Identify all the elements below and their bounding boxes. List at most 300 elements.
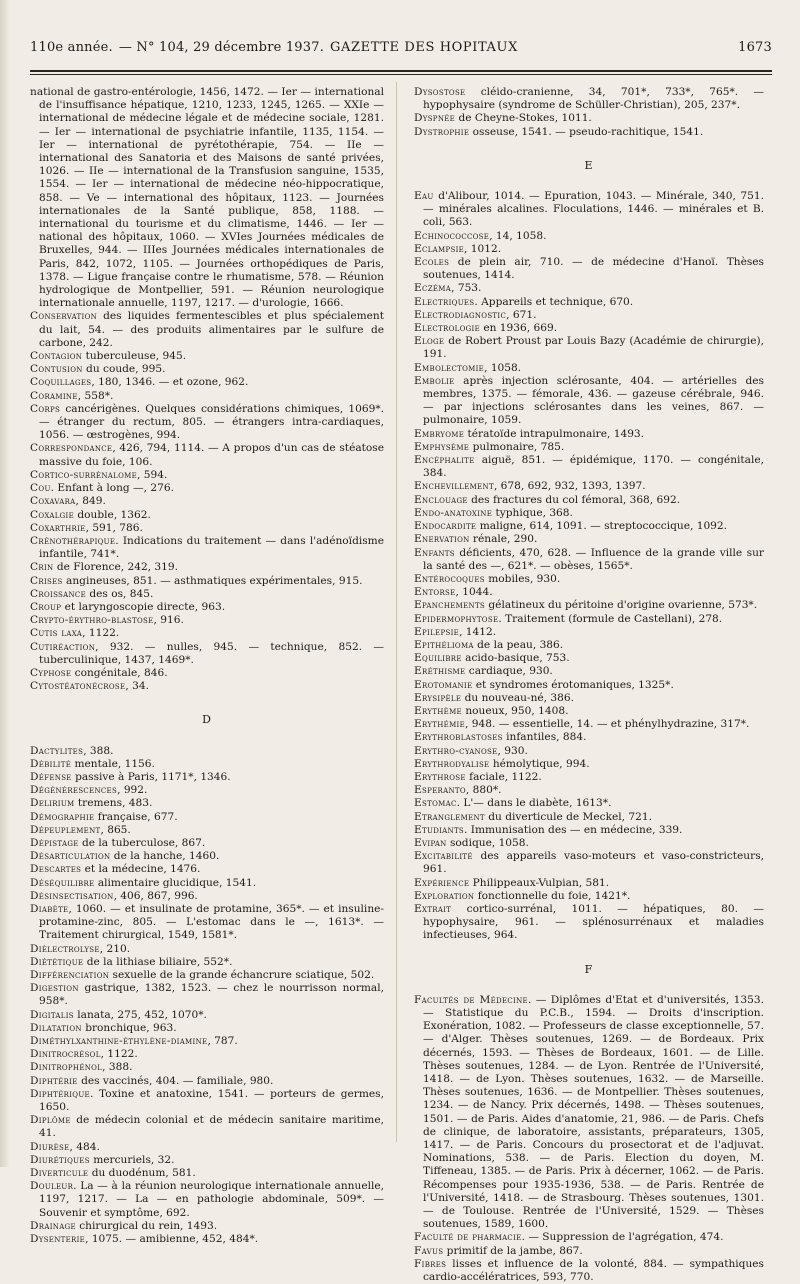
index-entry <box>30 667 384 680</box>
index-entry <box>30 1048 384 1061</box>
index-references: . La — à la réunion neurologique internationale annuelle, 1197, 1217. — La — en pathologie abdominale, 509*. — Souvenir et symptôme, 692. <box>39 1180 384 1219</box>
index-entry <box>414 190 764 230</box>
index-references: française, 677. <box>94 810 178 823</box>
index-keyword: Diurèse <box>30 1140 70 1153</box>
index-keyword: Electrologie <box>414 322 480 335</box>
index-entry <box>30 1009 384 1022</box>
index-keyword: Erythrodyalise <box>414 757 490 770</box>
index-references: fonctionnelle du foie, 1421*. <box>474 889 631 902</box>
index-references: noueux, 950, 1408. <box>461 704 569 717</box>
index-keyword: Diphtérique <box>30 1087 90 1100</box>
index-references: , 1044. <box>455 586 493 599</box>
index-references: , 1122. <box>82 627 120 640</box>
index-references: Philippeaux-Vulpian, 581. <box>469 876 610 889</box>
index-entry <box>414 586 764 599</box>
index-keyword: Coxavara <box>30 495 76 508</box>
index-keyword: Défense <box>30 770 72 783</box>
index-entry <box>30 956 384 969</box>
index-references: tremens, 483. <box>74 797 153 810</box>
index-references: , 406, 867, 996. <box>113 889 198 902</box>
left-entries-d <box>30 745 384 1247</box>
index-entry <box>30 442 384 468</box>
index-entry <box>414 679 764 692</box>
index-references: , 849. <box>75 495 106 508</box>
index-keyword: Dyspnée <box>414 112 456 125</box>
index-keyword: Conservation <box>30 310 98 323</box>
index-keyword: Crises <box>30 574 63 587</box>
index-references: des fractures du col fémoral, 368, 692. <box>467 493 681 506</box>
index-entry <box>414 877 764 890</box>
index-references: , 1012. <box>464 242 502 255</box>
index-entry <box>414 758 764 771</box>
index-entry <box>30 824 384 837</box>
volume-year: 110e année. <box>30 40 113 55</box>
index-entry <box>30 350 384 363</box>
index-keyword: Désinsectisation <box>30 889 114 902</box>
index-keyword: Coxalgie <box>30 508 75 521</box>
index-keyword: Epidermophytose <box>414 612 499 625</box>
index-keyword: Facultés de Médecine <box>414 993 528 1006</box>
index-references: . — Suppression de l'agrégation, 474. <box>521 1231 724 1244</box>
index-keyword: Diplôme <box>30 1114 71 1127</box>
index-references: , 14, 1058. <box>489 229 547 242</box>
section-letter-f: F <box>584 962 594 976</box>
index-entry <box>414 731 764 744</box>
index-references: acido-basique, 753. <box>461 652 570 665</box>
index-references: , 671. <box>506 308 537 321</box>
right-entries-top <box>414 86 764 139</box>
index-entry <box>30 363 384 376</box>
index-entry <box>414 296 764 309</box>
index-references: , 34. <box>125 680 149 693</box>
index-references: double, 1362. <box>74 508 151 521</box>
index-entry <box>414 652 764 665</box>
index-keyword: Contagion <box>30 350 83 363</box>
index-references: lanata, 275, 452, 1070*. <box>73 1008 207 1021</box>
index-references: de Cheyne-Stokes, 1011. <box>455 112 592 125</box>
index-keyword: Epilepsie <box>414 625 460 638</box>
index-keyword: Cortico-surrénalome <box>30 468 137 481</box>
index-entry <box>30 943 384 956</box>
index-entry <box>30 1035 384 1048</box>
index-entry <box>414 837 764 850</box>
index-entry <box>414 309 764 322</box>
index-references: alimentaire glucidique, 1541. <box>94 876 257 889</box>
index-entry <box>414 613 764 626</box>
index-entry <box>414 903 764 943</box>
index-references: et laryngoscopie directe, 963. <box>61 600 226 613</box>
index-entry <box>30 561 384 574</box>
index-keyword: Cytostéatonécrose <box>30 680 126 693</box>
index-keyword: Diététique <box>30 955 84 968</box>
index-entry <box>414 256 764 282</box>
index-entry <box>30 890 384 903</box>
index-references: primitif de la jambe, 867. <box>443 1244 583 1257</box>
index-keyword: Douleur <box>30 1180 74 1193</box>
index-keyword: Dystrophie <box>414 125 470 138</box>
index-keyword: Croissance <box>30 587 86 600</box>
index-references: , 992. <box>117 784 148 797</box>
index-entry <box>414 1258 764 1284</box>
index-references: mentale, 1156. <box>71 757 155 770</box>
index-entry <box>30 1141 384 1154</box>
index-references: , 591, 786. <box>85 521 143 534</box>
index-keyword: Fibres <box>414 1257 447 1270</box>
index-references: passive à Paris, 1171*, 1346. <box>71 770 231 783</box>
index-references: sexuelle de la grande échancrure sciatique, 502. <box>109 969 375 981</box>
index-entry <box>30 1180 384 1220</box>
index-entry <box>30 390 384 403</box>
index-entry <box>30 680 384 693</box>
index-entry <box>414 428 764 441</box>
index-entry <box>414 375 764 428</box>
index-keyword: Dilatation <box>30 1021 82 1034</box>
index-references: de la peau, 386. <box>473 638 564 651</box>
right-column <box>414 86 764 1284</box>
index-keyword: Etranglement <box>414 810 485 823</box>
index-keyword: Enervation <box>414 533 470 546</box>
index-keyword: Correspondance <box>30 442 113 455</box>
index-keyword: Corps <box>30 402 61 415</box>
index-keyword: Erythro-cyanose <box>414 744 498 757</box>
index-references: , 1075. — amibienne, 452, 484*. <box>85 1233 259 1246</box>
index-entry <box>414 994 764 1232</box>
index-references: de Robert Proust par Louis Bazy (Académie de chirurgie), 191. <box>423 335 764 361</box>
section-letter-e: E <box>584 158 594 172</box>
index-keyword: Endocardite <box>414 520 477 533</box>
index-keyword: Embolie <box>414 374 455 387</box>
index-references: rénale, 290. <box>469 533 538 546</box>
index-references: du coude, 995. <box>82 363 166 376</box>
index-keyword: Coxarthrie <box>30 521 86 534</box>
index-keyword: Ecoles <box>414 256 450 269</box>
index-references: aiguë, 851. — épidémique, 1170. — congénitale, 384. <box>423 454 764 480</box>
index-keyword: Démographie <box>30 810 95 823</box>
index-entry <box>414 547 764 573</box>
index-entry <box>30 863 384 876</box>
index-references: , 916. <box>153 614 184 627</box>
index-references: tératoïde intrapulmonaire, 1493. <box>464 427 645 440</box>
index-entry <box>30 601 384 614</box>
index-keyword: Crypto-érythro-blastose <box>30 614 154 627</box>
index-entry <box>414 86 764 112</box>
index-keyword: Eczéma <box>414 282 452 295</box>
index-entry <box>30 811 384 824</box>
index-references: , 930. <box>497 744 528 757</box>
right-entries-f <box>414 994 764 1284</box>
index-keyword: Erythroblastoses <box>414 731 503 744</box>
index-entry <box>30 376 384 389</box>
header-rule-thick <box>30 70 772 72</box>
index-references: du diverticule de Meckel, 721. <box>484 810 652 823</box>
index-entry <box>30 575 384 588</box>
index-keyword: Dysenterie <box>30 1233 86 1246</box>
index-entry <box>414 718 764 731</box>
index-references: congénitale, 846. <box>71 666 168 679</box>
index-keyword: Diméthylxanthine-éthylène-diamine <box>30 1035 208 1048</box>
index-references: de plein air, 710. — de médecine d'Hanoï. Thèses soutenues, 1414. <box>423 256 764 282</box>
index-entry <box>414 797 764 810</box>
index-keyword: Erysipèle <box>414 691 462 704</box>
index-keyword: Echinococcose <box>414 229 490 242</box>
index-keyword: Erythrose <box>414 770 466 783</box>
index-entry <box>414 494 764 507</box>
index-references: , 865. <box>100 823 131 836</box>
index-references: du duodénum, 581. <box>88 1167 196 1180</box>
index-references: infantiles, 884. <box>502 731 587 744</box>
index-entry <box>30 877 384 890</box>
index-keyword: Evipan <box>414 836 447 849</box>
index-references: maligne, 614, 1091. — streptococcique, 1092. <box>476 520 728 533</box>
index-entry <box>30 403 384 443</box>
index-entry <box>30 469 384 482</box>
index-entry <box>414 480 764 493</box>
index-references: de la tuberculose, 867. <box>78 836 206 849</box>
index-keyword: Eclampsie <box>414 242 465 255</box>
index-entry <box>414 520 764 533</box>
index-entry <box>30 771 384 784</box>
index-references: . Immunisation des — en médecine, 339. <box>464 823 683 836</box>
index-references: osseuse, 1541. — pseudo-rachitique, 1541. <box>469 125 704 138</box>
index-keyword: Coramine <box>30 389 78 402</box>
index-references: de médecin colonial et de médecin sanitaire maritime, 41. <box>39 1114 384 1140</box>
index-keyword: Eréthisme <box>414 665 466 678</box>
index-references: , 180, 1346. — et ozone, 962. <box>91 376 249 389</box>
index-keyword: Enchevillement <box>414 480 494 493</box>
index-entry <box>414 745 764 758</box>
index-keyword: Cyphose <box>30 666 72 679</box>
index-keyword: Dépistage <box>30 836 79 849</box>
header-rule-thin <box>30 74 772 75</box>
index-references: de Florence, 242, 319. <box>53 561 179 574</box>
index-entry <box>30 1220 384 1233</box>
left-entries-top <box>30 86 384 693</box>
index-keyword: Faculté de pharmacie <box>414 1231 522 1244</box>
index-references: des vaccinés, 404. — familiale, 980. <box>77 1074 274 1087</box>
index-entry <box>414 243 764 256</box>
index-references: . Enfant à long —, 276. <box>50 482 174 495</box>
index-references: , 753. <box>451 282 482 295</box>
index-keyword: Dinitrophénol <box>30 1061 103 1074</box>
index-entry <box>30 310 384 350</box>
index-references: faciale, 1122. <box>465 770 542 783</box>
index-keyword: Dysostose <box>414 86 466 98</box>
index-entry <box>30 1114 384 1140</box>
index-references: pulmonaire, 785. <box>469 440 565 453</box>
index-keyword: Enclouage <box>414 493 468 506</box>
index-entry <box>30 784 384 797</box>
index-entry <box>414 705 764 718</box>
index-keyword: Esperanto <box>414 784 466 797</box>
index-references: déficients, 470, 628. — Influence de la grande ville sur la santé des —, 621*. — obèses, 1565*. <box>423 546 764 572</box>
index-keyword: Diabète <box>30 902 69 915</box>
index-entry <box>30 758 384 771</box>
index-keyword: Désarticulation <box>30 850 111 863</box>
index-entry <box>30 614 384 627</box>
index-references: , 1060. — et insulinate de protamine, 365*. — et insuline-protamine-zinc, 805. — L'estomac dans le —, 1613*. — Traitement chirurgical, 1549, 1581*. <box>39 902 384 942</box>
index-references: , 880*. <box>465 784 502 797</box>
index-entry <box>414 771 764 784</box>
index-entry <box>30 1075 384 1088</box>
index-keyword: Coquillages <box>30 376 92 389</box>
index-references: gélatineux du péritoine d'origine ovarienne, 573*. <box>485 599 758 612</box>
index-references: d'Alibour, 1014. — Epuration, 1043. — Minérale, 340, 751. — minérales alcalines. Floculations, 1446. — minérales et B. coli, 563. <box>423 190 764 229</box>
index-entry <box>30 482 384 495</box>
left-column <box>30 86 384 1246</box>
index-entry <box>30 495 384 508</box>
index-references: . Traitement (formule de Castellani), 278. <box>498 612 723 625</box>
index-references: , 426, 794, 1114. — A propos d'un cas de stéatose massive du foie, 106. <box>39 442 384 468</box>
page-header <box>30 40 772 70</box>
index-references: cléido-cranienne, 34, 701*, 733*, 765*. — hypophysaire (syndrome de Schüller-Christian), 205, 237*. <box>423 86 764 112</box>
index-references: chirurgical du rein, 1493. <box>75 1219 218 1232</box>
journal-title: GAZETTE DES HOPITAUX <box>330 40 518 55</box>
index-entry <box>414 507 764 520</box>
index-entry <box>414 692 764 705</box>
index-keyword: Enfants <box>414 546 455 559</box>
index-references: hémolytique, 994. <box>489 757 590 770</box>
index-entry <box>414 665 764 678</box>
index-keyword: Erotomanie <box>414 678 473 691</box>
index-keyword: Dactylites <box>30 744 84 757</box>
index-references: de la lithiase biliaire, 552*. <box>83 955 233 968</box>
index-entry <box>30 1061 384 1074</box>
index-entry <box>30 535 384 561</box>
index-references: . — Diplômes d'Etat et d'universités, 1353. — Statistique du P.C.B., 1594. — Droits d'inscription. Exonération, 1082. — Professeurs de classe exceptionnelle, 57. — d'Alger. Thèses soutenues, 1269. — de Bordeaux. Prix décernés, 1593. — Thèses de Bordeaux, 1601. — de Lille. Thèses soutenues, 1284. — de Lyon. Rentrée de l'Université, 1418. — de Lyon. Thèses soutenues, 1632. — de Marseille. Thèses soutenues, 1636. — de Montpellier. Thèses soutenues, 1234. — de Nancy. Prix décernés, 1498. — Thèses soutenues, 1501. — de Paris. Aides d'anatomie, 21, 986. — de Paris. Chefs de clinique, de laboratoire, assistants, préparateurs, 1305, 1417. — de Paris. Concours du prosectorat et de l'adjuvat. Nominations, 538. — de Paris. Election du doyen, M. Tiffeneau, 1385. — de Paris. Prix à décerner, 1062. — de Paris. Récompenses pour 1935-1936, 538. — de Paris. Rentrée de l'Université, 1418. — de Strasbourg. Thèses soutenues, 1301. — de Toulouse. Rentrée de l'Université, 1529. — Thèses soutenues, 1589, 1600. <box>423 993 764 1231</box>
index-references: , 787. <box>207 1035 238 1048</box>
index-keyword: Epithélioma <box>414 638 474 651</box>
index-entry <box>414 454 764 480</box>
index-keyword: Digestion <box>30 982 79 995</box>
index-keyword: Endo-anatoxine <box>414 506 493 519</box>
index-entry <box>414 112 764 125</box>
index-keyword: Digitalis <box>30 1008 74 1021</box>
index-references: et syndromes érotomaniques, 1325*. <box>472 678 674 691</box>
index-keyword: Débilité <box>30 757 72 770</box>
index-references: , 1058. <box>484 361 522 374</box>
index-references: en 1936, 669. <box>479 322 558 335</box>
index-keyword: Dépeuplement <box>30 823 101 836</box>
index-entry <box>414 824 764 837</box>
index-entry <box>30 588 384 601</box>
index-keyword: Encéphalite <box>414 454 475 467</box>
index-keyword: Descartes <box>30 863 82 876</box>
index-entry <box>414 784 764 797</box>
index-references: du nouveau-né, 386. <box>461 691 574 704</box>
index-keyword: Eloge <box>414 335 445 348</box>
index-entry <box>414 626 764 639</box>
index-references: cancérigènes. Quelques considérations chimiques, 1069*. — étranger du rectum, 805. — étrangers intra-cardiaques, 1056. — œstrogènes, 994. <box>39 402 384 442</box>
index-keyword: Extrait <box>414 902 452 915</box>
index-entry <box>414 890 764 903</box>
index-entry <box>414 230 764 243</box>
index-entry <box>30 1088 384 1114</box>
index-references: mercuriels, 32. <box>89 1153 175 1166</box>
index-entry <box>30 745 384 758</box>
index-references: , 388. <box>83 744 114 757</box>
index-entry <box>30 797 384 810</box>
index-keyword: Diverticule <box>30 1167 89 1180</box>
index-references: cortico-surrénal, 1011. — hépatiques, 80. — hypophysaire, 961. — splénosurrénaux et maladies infectieuses, 964. <box>423 902 764 942</box>
index-entry <box>30 509 384 522</box>
index-keyword: Crin <box>30 561 54 574</box>
index-keyword: Electriques <box>414 295 475 308</box>
index-keyword: Contusion <box>30 363 83 376</box>
index-keyword: Croup <box>30 600 62 613</box>
index-references: , 594. <box>137 468 168 481</box>
index-entry <box>30 1154 384 1167</box>
index-keyword: Dégénérescences <box>30 784 118 797</box>
index-keyword: Cutis laxa <box>30 627 83 640</box>
index-entry <box>414 282 764 295</box>
index-entry <box>414 1245 764 1258</box>
index-keyword: Estomac <box>414 797 457 810</box>
index-entry <box>414 126 764 139</box>
index-keyword: Favus <box>414 1244 444 1257</box>
index-references: , 558*. <box>77 389 114 402</box>
index-references: national de gastro-entérologie, 1456, 1472. — Ier — international de l'insuffisance hépatique, 1210, 1233, 1245, 1265. — XXIe — international de médecine légale et de médecine sociale, 1281. — Ier — international de psychiatrie infantile, 1135, 1154. — Ier — international de pyrétothérapie, 754. — IIe — international des Sanatoria et des Maisons de santé privées, 1026. — IIe — international de la Transfusion sanguine, 1535, 1554. — Ier — international de médecine néo-hippocratique, 858. — Ve — international des hôpitaux, 1123. — Journées internationales de la Santé publique, 858, 1188. — international du tourisme et du climatisme, 1446. — Ier — national des hôpitaux, 1060. — XVIes Journées médicales de Bruxelles, 944. — IIIes Journées médicales internationales de Paris, 842, 1072, 1105. — Journées orthopédiques de Paris, 1378. — Ligue française contre le rhumatisme, 578. — Réunion hydrologique de Montpellier, 591. — Réunion neurologique internationale annuelle, 1197, 1217. — d'urologie, 1666. <box>30 86 384 310</box>
index-keyword: Crénothérapique <box>30 534 116 547</box>
index-keyword: Etudiants <box>414 823 465 836</box>
index-references: , 1412. <box>459 625 497 638</box>
index-entry <box>30 627 384 640</box>
index-references: tuberculeuse, 945. <box>82 350 187 363</box>
index-keyword: Electrodiagnostic <box>414 308 507 321</box>
index-references: typhique, 368. <box>492 506 573 519</box>
index-keyword: Cutiréaction <box>30 640 96 653</box>
index-entry <box>414 573 764 586</box>
index-keyword: Erythème <box>414 704 462 717</box>
index-entry <box>414 811 764 824</box>
index-references: , 484. <box>69 1140 100 1153</box>
index-references: . Toxine et anatoxine, 1541. — porteurs de germes, 1650. <box>39 1087 384 1114</box>
index-entry <box>30 522 384 535</box>
index-references: , 1122. <box>100 1048 138 1061</box>
index-references: , 388. <box>102 1061 133 1074</box>
index-entry <box>30 982 384 1008</box>
index-references: , 932. — nulles, 945. — technique, 852. — tuberculinique, 1437, 1469*. <box>39 640 384 666</box>
index-entry <box>414 335 764 361</box>
index-entry <box>414 1231 764 1244</box>
index-references: des appareils vaso-moteurs et vaso-constricteurs, 961. <box>423 850 764 876</box>
index-entry <box>414 639 764 652</box>
issue-number: — N° 104, 29 décembre 1937. <box>118 40 325 55</box>
index-keyword: Embolectomie <box>414 361 485 374</box>
index-entry <box>30 1167 384 1180</box>
index-references: , 678, 692, 932, 1393, 1397. <box>493 480 646 493</box>
index-entry <box>30 903 384 943</box>
index-keyword: Différenciation <box>30 969 110 981</box>
index-entry <box>414 322 764 335</box>
index-keyword: Emphysème <box>414 440 470 453</box>
index-references: , 948. — essentielle, 14. — et phénylhydrazine, 317*. <box>465 718 750 731</box>
index-references: lisses et influence de la volonté, 884. — sympathiques cardio-accélératrices, 593, 770. <box>423 1257 764 1284</box>
page-fold-shadow <box>0 0 10 1167</box>
index-keyword: Delirium <box>30 797 75 810</box>
index-entry <box>30 641 384 667</box>
index-entry <box>414 441 764 454</box>
index-entry <box>414 533 764 546</box>
index-references: . L'— dans le diabète, 1613*. <box>456 797 612 810</box>
index-references: mobiles, 930. <box>484 572 561 585</box>
header-left <box>30 40 518 55</box>
index-references: après injection sclérosante, 404. — artérielles des membres, 1375. — fémorale, 436. — gazeuse cérébrale, 946. — par injections sclérosantes dans les veines, 867. — pulmonaire, 1059. <box>423 374 764 427</box>
index-entry <box>414 850 764 876</box>
index-references: cardiaque, 930. <box>465 665 553 678</box>
column-divider <box>396 82 397 1142</box>
index-keyword: Equilibre <box>414 652 462 665</box>
index-references: de la hanche, 1460. <box>110 850 220 863</box>
